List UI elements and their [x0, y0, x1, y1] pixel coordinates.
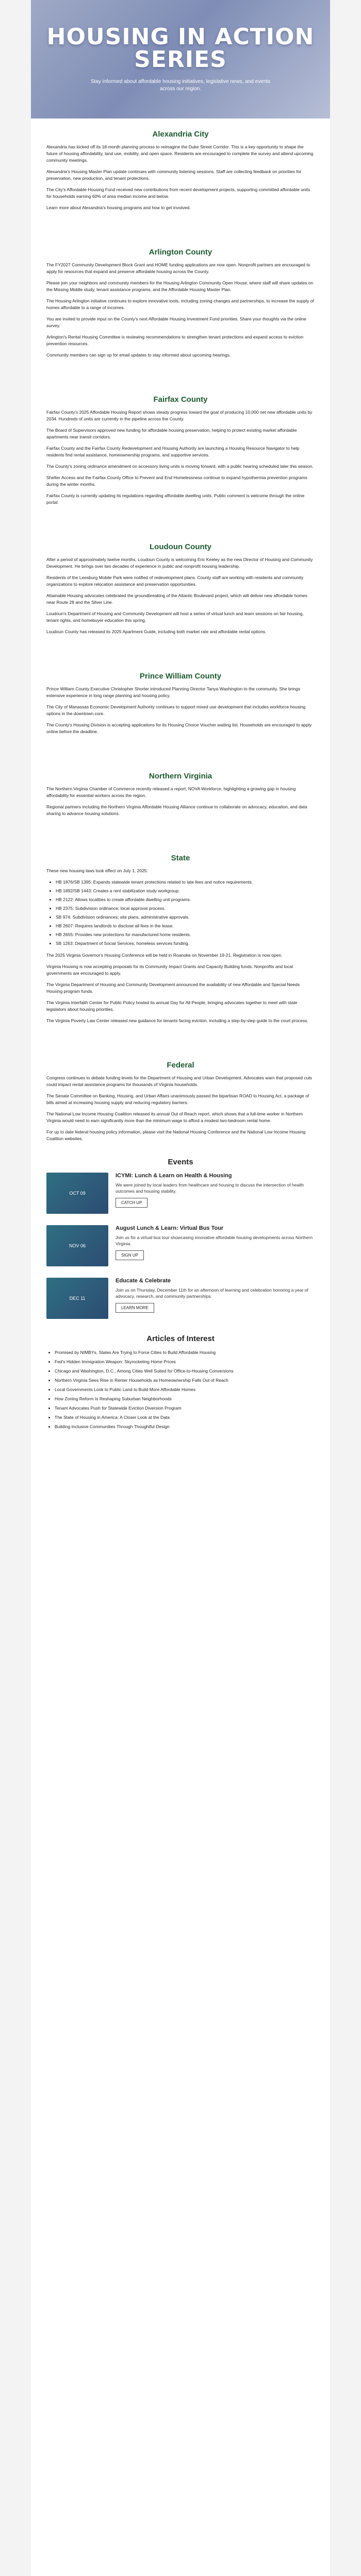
spacer — [31, 1029, 330, 1049]
events-title: Events — [168, 1158, 193, 1166]
section-northern-virginia — [31, 772, 330, 817]
paragraph: Please join your neighbors and community members for the Housing Arlington Community Open House, where staff will share updates on the Missing Middle study, tenant assistance programs, and the Affordable Housing Master Plan. — [46, 280, 314, 292]
section-prince-william — [31, 672, 330, 735]
paragraph: Loudoun's Department of Housing and Community Development will host a series of virtual lunch and learn sessions on fair housing, tenant rights, and homebuyer education this spring. — [46, 611, 304, 623]
paragraph: The County's Housing Division is accepting applications for its Housing Choice Voucher waiting list. Households are encouraged to apply online before the deadline. — [46, 722, 312, 734]
learn-more-button[interactable]: LEARN MORE — [116, 1303, 154, 1313]
paragraph: The Northern Virginia Chamber of Commerce recently released a report, NOVA Workforce, highlighting a growing gap in housing affordability for essential workers across the region. — [46, 786, 296, 798]
paragraph: You are invited to provide input on the County's next Affordable Housing Investment Fund priorities. Share your thoughts via the online survey. — [46, 316, 306, 328]
paragraph: Arlington's Rental Housing Committee is reviewing recommendations to strengthen tenant protections and expand access to eviction prevention resources. — [46, 334, 304, 346]
catch-up-button[interactable]: CATCH UP — [116, 1198, 147, 1208]
paragraph: Alexandria has kicked off its 18-month planning process to reimagine the Duke Street Corridor. This is a key opportunity to shape the future of housing affordability, land use, mobility, and open space. Residents are encouraged to complete the survey and attend upcoming community meetings. — [46, 144, 314, 163]
paragraph: The Senate Committee on Banking, Housing, and Urban Affairs unanimously passed the bipartisan ROAD to Housing Act, a package of bills aimed at increasing housing supply and reducing regulatory barriers. — [46, 1093, 309, 1105]
paragraph: Shelter Access and the Fairfax County Office to Prevent and End Homelessness continue to expand hypothermia prevention programs during the winter months. — [46, 475, 307, 487]
article-link[interactable]: • Promised by NIMBYs, States Are Trying to Force Cities to Build Affordable Housing — [55, 1349, 315, 1356]
paragraph: The City of Manassas Economic Development Authority continues to support mixed use development that includes workforce housing options in the downtown core. — [46, 704, 306, 716]
paragraph: The City's Affordable Housing Fund received new contributions from recent development projects, supporting committed affordable units for households earning 60% of area median income and below. — [46, 187, 310, 199]
section-arlington — [31, 248, 330, 359]
list-item: • HB 2375: Subdivision ordinance; local approval process. — [56, 905, 315, 912]
newsletter-page — [31, 0, 330, 2576]
event-title: ICYMI: Lunch & Learn on Health & Housing — [116, 1173, 232, 1179]
spacer — [31, 740, 330, 760]
paragraph: For up to date federal housing policy information, please visit the National Housing Conference and the National Low Income Housing Coalition websites. — [46, 1129, 306, 1141]
spacer — [31, 511, 330, 531]
paragraph: The County's zoning ordinance amendment on accessory living units is moving forward, with a public hearing scheduled later this season. — [46, 464, 314, 469]
event-title: Educate & Celebrate — [116, 1278, 171, 1284]
spacer — [31, 640, 330, 660]
paragraph: Fairfax County's 2025 Affordable Housing Report shows steady progress toward the goal of producing 10,000 net new affordable units by 2034. Hundreds of units are currently in the pipeline across the County. — [46, 410, 313, 421]
articles-title: Articles of Interest — [146, 1334, 215, 1343]
spacer — [31, 216, 330, 236]
paragraph: The FY2027 Community Development Block Grant and HOME funding applications are now open. Nonprofit partners are encouraged to apply for resources that expand and preserve affordable housing across the County. — [46, 262, 310, 274]
paragraph: These new housing laws took effect on July 1, 2025: — [46, 868, 148, 873]
section-state — [31, 854, 330, 1024]
paragraph: The Virginia Poverty Law Center released new guidance for tenants facing eviction, including a step-by-step guide to the court process. — [46, 1018, 308, 1023]
section-title: Arlington County — [149, 248, 212, 257]
hero-title-line2: SERIES — [134, 46, 227, 73]
paragraph: The Board of Supervisors approved new funding for affordable housing preservation, helping to protect existing market affordable apartments near transit corridors. — [46, 428, 297, 439]
hero-title-line1: HOUSING IN ACTION — [46, 24, 315, 50]
event-title: August Lunch & Learn: Virtual Bus Tour — [116, 1225, 224, 1231]
paragraph: The Virginia Interfaith Center for Public Policy hosted its annual Day for All People, bringing advocates together to meet with state legislators about housing priorities. — [46, 1000, 298, 1012]
paragraph: Loudoun County has released its 2025 Apartment Guide, including both market rate and affordable rental options. — [46, 629, 267, 634]
event-body — [116, 1173, 315, 1214]
paragraph: Fairfax County is currently updating its regulations regarding affordable dwelling units. Public comment is welcome through the online portal. — [46, 493, 305, 505]
event-image — [46, 1225, 108, 1266]
event-date-badge: OCT 09 — [69, 1191, 86, 1196]
event-card — [46, 1278, 315, 1319]
section-loudoun — [31, 543, 330, 635]
list-item: • HB 1876/SB 1395: Expands statewide tenant protections related to late fees and notice requirements. — [56, 879, 315, 886]
spacer — [31, 363, 330, 384]
event-date-badge: NOV 06 — [69, 1243, 86, 1248]
event-card — [46, 1173, 315, 1214]
section-federal — [31, 1061, 330, 1142]
paragraph: Residents of the Leesburg Mobile Park were notified of redevelopment plans. County staff are working with residents and community organizations to explore relocation assistance and preservation opportunities. — [46, 575, 304, 587]
event-date-badge: DEC 11 — [69, 1296, 86, 1301]
section-title: Federal — [167, 1061, 194, 1070]
event-card — [46, 1225, 315, 1266]
paragraph: The Housing Arlington initiative continues to explore innovative tools, including zoning changes and partnerships, to increase the supply of homes affordable to a range of incomes. — [46, 298, 314, 310]
event-image — [46, 1173, 108, 1214]
paragraph: Alexandria's Housing Master Plan update continues with community listening sessions. Staff are collecting feedback on priorities for preservation, new production, and tenant protections. — [46, 169, 302, 181]
event-body — [116, 1225, 315, 1266]
paragraph: Attainable Housing advocates celebrated the groundbreaking of the Atlantic Boulevard project, which will deliver new affordable homes near Route 28 and the Silver Line. — [46, 593, 307, 605]
list-item: • HB 1892/SB 1443: Creates a rent stabilization study workgroup. — [56, 888, 315, 894]
section-title: Fairfax County — [153, 395, 208, 404]
articles-list — [46, 1349, 315, 1430]
paragraph: Community members can sign up for email updates to stay informed about upcoming hearings. — [46, 352, 231, 358]
hero-banner — [31, 0, 330, 118]
hero-title — [47, 26, 315, 71]
event-body — [116, 1278, 315, 1319]
paragraph: Regional partners including the Northern Virginia Affordable Housing Alliance continue to collaborate on advocacy, education, and data sharing to advance housing solutions. — [46, 804, 307, 816]
section-title: Alexandria City — [152, 130, 209, 139]
event-description: We were joined by local leaders from healthcare and housing to discuss the intersection of health outcomes and housing stability. — [116, 1182, 304, 1194]
section-title: Prince William County — [139, 672, 222, 681]
spacer — [31, 822, 330, 842]
article-link[interactable]: • Tenant Advocates Push for Statewide Eviction Diversion Program — [55, 1405, 315, 1412]
article-link[interactable]: • Fed's Hidden Immigration Weapon: Skyrocketing Home Prices — [55, 1359, 315, 1365]
list-item: • HB 2122: Allows localities to create affordable dwelling unit programs. — [56, 896, 315, 903]
paragraph: The 2025 Virginia Governor's Housing Conference will be held in Roanoke on November 19-21. Registration is now open. — [46, 953, 283, 958]
paragraph: After a period of approximately twelve months, Loudoun County is welcoming Eric Keeley as the new Director of Housing and Community Development. He brings over two decades of experience in public and nonprofit housing leadership. — [46, 557, 313, 569]
event-description: Join us on Thursday, December 11th for an afternoon of learning and celebration honoring a year of advocacy, research, and community partnerships. — [116, 1287, 308, 1299]
section-title: Loudoun County — [150, 543, 211, 551]
paragraph: Fairfax County and the Fairfax County Redevelopment and Housing Authority are launching a Housing Resource Navigator to help residents find rental assistance, homeownership programs, and supportive services. — [46, 446, 300, 457]
article-link[interactable]: • The State of Housing in America: A Closer Look at the Data — [55, 1414, 315, 1421]
sign-up-button[interactable]: SIGN UP — [116, 1250, 144, 1260]
article-link[interactable]: • Chicago and Washington, D.C., Among Cities Well Suited for Office-to-Housing Conversions — [55, 1368, 315, 1375]
paragraph: Prince William County Executive Christopher Shorter introduced Planning Director Tanya Washington to the community. She brings extensive experience in long range planning and housing policy. — [46, 686, 301, 698]
article-link[interactable]: • Building Inclusive Communities Through Thoughtful Design — [55, 1423, 315, 1430]
section-fairfax — [31, 395, 330, 506]
list-item: • HB 2607: Requires landlords to disclose all fees in the lease. — [56, 923, 315, 929]
article-link[interactable]: • How Zoning Reform Is Reshaping Suburban Neighborhoods — [55, 1396, 315, 1402]
section-alexandria — [31, 130, 330, 211]
section-title: Northern Virginia — [149, 772, 212, 781]
paragraph: Virginia Housing is now accepting proposals for its Community Impact Grants and Capacity Building funds. Nonprofits and local governments are encouraged to apply. — [46, 964, 293, 976]
list-item: • HB 2655: Provides new protections for manufactured home residents. — [56, 931, 315, 938]
event-image — [46, 1278, 108, 1319]
event-description: Join us for a virtual bus tour showcasing innovative affordable housing developments across Northern Virginia. — [116, 1235, 313, 1246]
paragraph: Congress continues to debate funding levels for the Department of Housing and Urban Development. Advocates warn that proposed cuts could impact rental assistance programs for thousands of Virginia households. — [46, 1075, 313, 1087]
paragraph: The National Low Income Housing Coalition released its annual Out of Reach report, which shows that a full-time worker in Northern Virginia would need to earn significantly more than the minimum wage to afford a modest two-bedroom rental home. — [46, 1111, 303, 1123]
hero-subtitle: Stay informed about affordable housing initiatives, legislative news, and events across our region. — [90, 79, 271, 92]
paragraph: The Virginia Department of Housing and Community Development announced the availability of new Affordable and Special Needs Housing program funds. — [46, 982, 300, 994]
section-title: State — [171, 854, 190, 862]
article-link[interactable]: • Local Governments Look to Public Land to Build More Affordable Homes — [55, 1386, 315, 1393]
list-item: • SB 974: Subdivision ordinances; site plans, administrative approvals. — [56, 914, 315, 921]
article-link[interactable]: • Northern Virginia Sees Rise in Renter Households as Homeownership Falls Out of Reach — [55, 1377, 315, 1384]
state-laws-list — [56, 879, 315, 947]
paragraph: Learn more about Alexandria's housing programs and how to get involved. — [46, 205, 191, 210]
list-item: • SB 1263: Department of Social Services; homeless services funding. — [56, 940, 315, 947]
